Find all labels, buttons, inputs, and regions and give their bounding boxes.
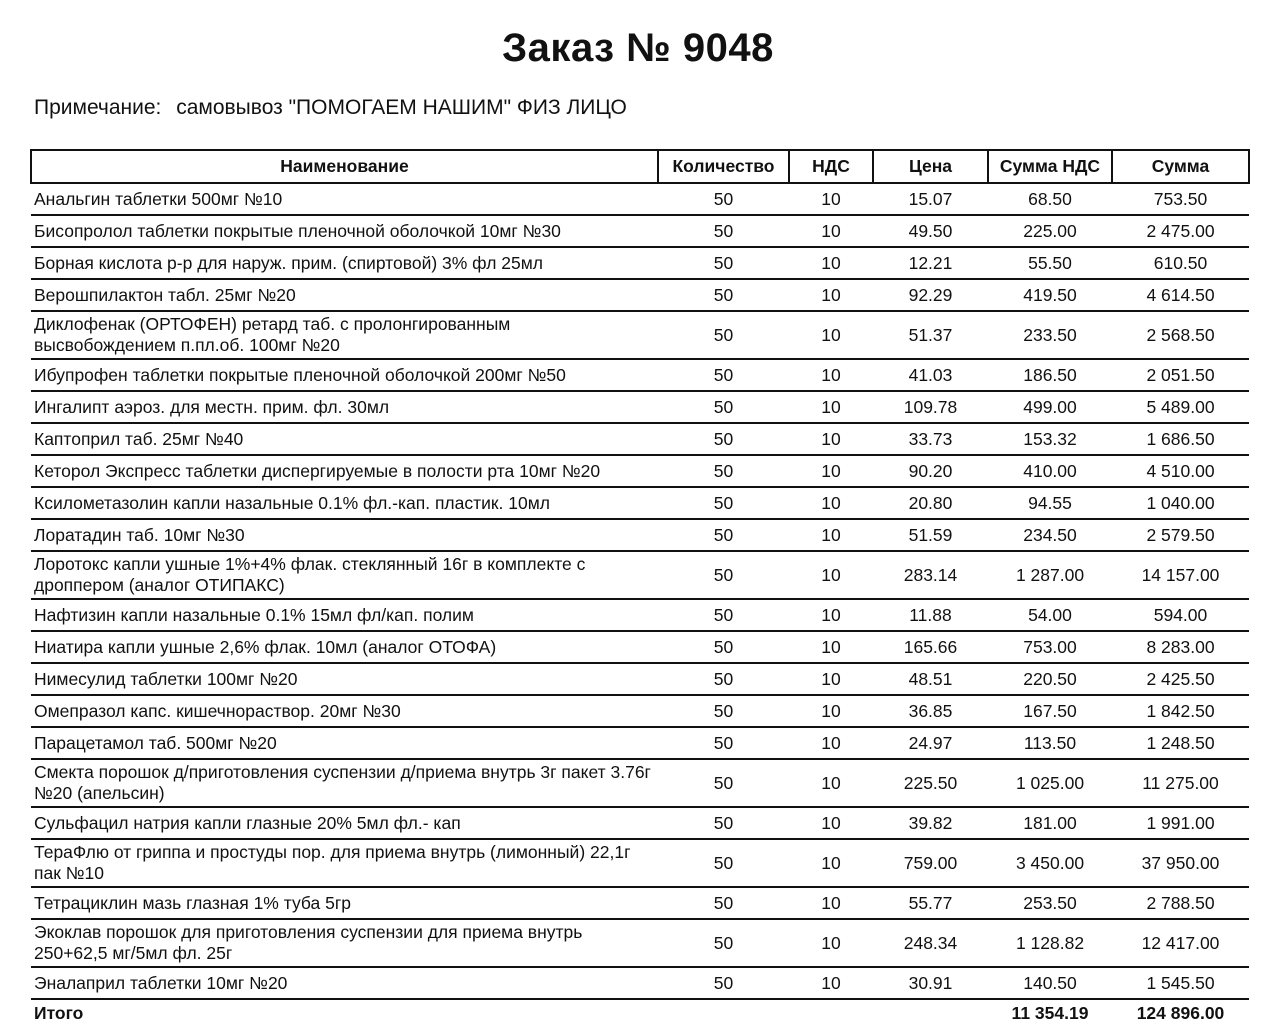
- cell-vat-sum: 1 025.00: [988, 759, 1112, 807]
- cell-sum: 2 475.00: [1112, 215, 1249, 247]
- cell-price: 20.80: [873, 487, 988, 519]
- cell-vat: 10: [789, 839, 873, 887]
- cell-vat: 10: [789, 695, 873, 727]
- cell-name: Смекта порошок д/приготовления суспензии д/приема внутрь 3г пакет 3.76г №20 (апельсин): [31, 759, 658, 807]
- cell-sum: 1 040.00: [1112, 487, 1249, 519]
- header-vat: НДС: [789, 150, 873, 183]
- table-row: [31, 391, 1249, 423]
- cell-name: Ниатира капли ушные 2,6% флак. 10мл (аналог ОТОФА): [31, 631, 658, 663]
- cell-vat-sum: 233.50: [988, 311, 1112, 359]
- table-row: [31, 487, 1249, 519]
- cell-sum: 12 417.00: [1112, 919, 1249, 967]
- cell-name: ТераФлю от гриппа и простуды пор. для приема внутрь (лимонный) 22,1г пак №10: [31, 839, 658, 887]
- cell-quantity: 50: [658, 423, 789, 455]
- cell-vat-sum: 113.50: [988, 727, 1112, 759]
- header-price: Цена: [873, 150, 988, 183]
- cell-quantity: 50: [658, 183, 789, 215]
- cell-vat-sum: 94.55: [988, 487, 1112, 519]
- cell-name: Анальгин таблетки 500мг №10: [31, 183, 658, 215]
- cell-name: Экоклав порошок для приготовления суспензии для приема внутрь 250+62,5 мг/5мл фл. 25г: [31, 919, 658, 967]
- table-row: [31, 887, 1249, 919]
- cell-sum: 2 579.50: [1112, 519, 1249, 551]
- cell-quantity: 50: [658, 391, 789, 423]
- table-row: [31, 311, 1249, 359]
- cell-price: 30.91: [873, 967, 988, 999]
- cell-price: 33.73: [873, 423, 988, 455]
- cell-price: 48.51: [873, 663, 988, 695]
- cell-price: 51.37: [873, 311, 988, 359]
- cell-price: 92.29: [873, 279, 988, 311]
- cell-vat-sum: 3 450.00: [988, 839, 1112, 887]
- cell-price: 39.82: [873, 807, 988, 839]
- table-row: [31, 599, 1249, 631]
- cell-quantity: 50: [658, 807, 789, 839]
- note-label: Примечание:: [34, 96, 162, 119]
- cell-quantity: 50: [658, 487, 789, 519]
- cell-vat-sum: 410.00: [988, 455, 1112, 487]
- cell-vat: 10: [789, 807, 873, 839]
- cell-sum: 753.50: [1112, 183, 1249, 215]
- cell-vat: 10: [789, 359, 873, 391]
- cell-quantity: 50: [658, 727, 789, 759]
- cell-name: Нафтизин капли назальные 0.1% 15мл фл/кап. полим: [31, 599, 658, 631]
- cell-quantity: 50: [658, 887, 789, 919]
- cell-vat: 10: [789, 759, 873, 807]
- cell-vat-sum: 220.50: [988, 663, 1112, 695]
- total-sum: 124 896.00: [1136, 1002, 1225, 1023]
- cell-quantity: 50: [658, 839, 789, 887]
- cell-vat: 10: [789, 551, 873, 599]
- header-sum: Сумма: [1112, 150, 1249, 183]
- table-row: [31, 807, 1249, 839]
- cell-name: Лоратадин таб. 10мг №30: [31, 519, 658, 551]
- cell-quantity: 50: [658, 311, 789, 359]
- total-empty-price: [873, 999, 988, 1026]
- cell-vat-sum: 167.50: [988, 695, 1112, 727]
- cell-sum: 2 568.50: [1112, 311, 1249, 359]
- cell-price: 55.77: [873, 887, 988, 919]
- cell-name: Бисопролол таблетки покрытые пленочной оболочкой 10мг №30: [31, 215, 658, 247]
- cell-price: 11.88: [873, 599, 988, 631]
- cell-vat: 10: [789, 519, 873, 551]
- cell-name: Ингалипт аэроз. для местн. прим. фл. 30мл: [31, 391, 658, 423]
- cell-name: Борная кислота р-р для наруж. прим. (спиртовой) 3% фл 25мл: [31, 247, 658, 279]
- cell-price: 90.20: [873, 455, 988, 487]
- header-name: Наименование: [31, 150, 658, 183]
- cell-name: Диклофенак (ОРТОФЕН) ретард таб. с пролонгированным высвобождением п.пл.об. 100мг №20: [31, 311, 658, 359]
- table-row: [31, 279, 1249, 311]
- table-row: [31, 839, 1249, 887]
- cell-quantity: 50: [658, 247, 789, 279]
- cell-price: 759.00: [873, 839, 988, 887]
- cell-vat: 10: [789, 391, 873, 423]
- cell-quantity: 50: [658, 663, 789, 695]
- cell-sum: 4 614.50: [1112, 279, 1249, 311]
- cell-vat: 10: [789, 887, 873, 919]
- cell-sum: 8 283.00: [1112, 631, 1249, 663]
- cell-name: Нимесулид таблетки 100мг №20: [31, 663, 658, 695]
- table-header-row: [31, 150, 1249, 183]
- cell-name: Сульфацил натрия капли глазные 20% 5мл фл.- кап: [31, 807, 658, 839]
- cell-vat: 10: [789, 727, 873, 759]
- cell-sum: 1 248.50: [1112, 727, 1249, 759]
- cell-vat-sum: 153.32: [988, 423, 1112, 455]
- cell-price: 41.03: [873, 359, 988, 391]
- cell-name: Кеторол Экспресс таблетки диспергируемые в полости рта 10мг №20: [31, 455, 658, 487]
- cell-price: 165.66: [873, 631, 988, 663]
- total-vat-sum: 11 354.19: [1011, 1002, 1089, 1023]
- cell-sum: 4 510.00: [1112, 455, 1249, 487]
- table-row: [31, 183, 1249, 215]
- table-row: [31, 423, 1249, 455]
- cell-vat: 10: [789, 455, 873, 487]
- table-body: [31, 183, 1249, 999]
- cell-quantity: 50: [658, 551, 789, 599]
- cell-name: Эналаприл таблетки 10мг №20: [31, 967, 658, 999]
- table-row: [31, 919, 1249, 967]
- total-row: [31, 999, 1249, 1026]
- cell-sum: 1 686.50: [1112, 423, 1249, 455]
- cell-quantity: 50: [658, 519, 789, 551]
- cell-price: 109.78: [873, 391, 988, 423]
- table-row: [31, 359, 1249, 391]
- cell-quantity: 50: [658, 599, 789, 631]
- table-row: [31, 695, 1249, 727]
- cell-sum: 11 275.00: [1112, 759, 1249, 807]
- cell-quantity: 50: [658, 759, 789, 807]
- cell-sum: 2 051.50: [1112, 359, 1249, 391]
- cell-quantity: 50: [658, 967, 789, 999]
- cell-vat-sum: 234.50: [988, 519, 1112, 551]
- total-empty-qty: [658, 999, 789, 1026]
- cell-price: 36.85: [873, 695, 988, 727]
- cell-vat-sum: 419.50: [988, 279, 1112, 311]
- cell-sum: 37 950.00: [1112, 839, 1249, 887]
- cell-sum: 1 545.50: [1112, 967, 1249, 999]
- cell-sum: 5 489.00: [1112, 391, 1249, 423]
- cell-sum: 610.50: [1112, 247, 1249, 279]
- cell-vat: 10: [789, 311, 873, 359]
- cell-name: Каптоприл таб. 25мг №40: [31, 423, 658, 455]
- cell-vat: 10: [789, 663, 873, 695]
- cell-name: Лоротокс капли ушные 1%+4% флак. стеклянный 16г в комплекте с дроппером (аналог ОТИПАКС): [31, 551, 658, 599]
- cell-vat: 10: [789, 487, 873, 519]
- header-vat-sum: Сумма НДС: [988, 150, 1112, 183]
- cell-quantity: 50: [658, 215, 789, 247]
- cell-vat-sum: 55.50: [988, 247, 1112, 279]
- cell-price: 248.34: [873, 919, 988, 967]
- cell-vat-sum: 181.00: [988, 807, 1112, 839]
- cell-vat-sum: 1 287.00: [988, 551, 1112, 599]
- cell-vat: 10: [789, 919, 873, 967]
- cell-vat-sum: 140.50: [988, 967, 1112, 999]
- cell-vat: 10: [789, 247, 873, 279]
- table-row: [31, 759, 1249, 807]
- table-row: [31, 663, 1249, 695]
- cell-sum: 1 991.00: [1112, 807, 1249, 839]
- table-row: [31, 519, 1249, 551]
- cell-price: 15.07: [873, 183, 988, 215]
- cell-sum: 594.00: [1112, 599, 1249, 631]
- cell-price: 12.21: [873, 247, 988, 279]
- cell-vat: 10: [789, 215, 873, 247]
- cell-vat-sum: 499.00: [988, 391, 1112, 423]
- cell-quantity: 50: [658, 359, 789, 391]
- cell-vat-sum: 753.00: [988, 631, 1112, 663]
- order-table: [30, 149, 1250, 1026]
- cell-name: Парацетамол таб. 500мг №20: [31, 727, 658, 759]
- cell-name: Верошпилактон табл. 25мг №20: [31, 279, 658, 311]
- cell-sum: 2 425.50: [1112, 663, 1249, 695]
- cell-vat-sum: 54.00: [988, 599, 1112, 631]
- note-value: самовывоз "ПОМОГАЕМ НАШИМ" ФИЗ ЛИЦО: [176, 96, 627, 119]
- table-row: [31, 631, 1249, 663]
- cell-vat-sum: 186.50: [988, 359, 1112, 391]
- total-empty-vat: [789, 999, 873, 1026]
- cell-price: 225.50: [873, 759, 988, 807]
- table-row: [31, 455, 1249, 487]
- table-row: [31, 967, 1249, 999]
- cell-sum: 14 157.00: [1112, 551, 1249, 599]
- cell-vat: 10: [789, 423, 873, 455]
- order-note: [34, 96, 627, 120]
- cell-price: 51.59: [873, 519, 988, 551]
- cell-price: 24.97: [873, 727, 988, 759]
- cell-quantity: 50: [658, 455, 789, 487]
- cell-vat: 10: [789, 967, 873, 999]
- cell-vat-sum: 253.50: [988, 887, 1112, 919]
- cell-sum: 1 842.50: [1112, 695, 1249, 727]
- table-row: [31, 247, 1249, 279]
- cell-vat: 10: [789, 599, 873, 631]
- cell-quantity: 50: [658, 919, 789, 967]
- cell-name: Тетрациклин мазь глазная 1% туба 5гр: [31, 887, 658, 919]
- cell-vat-sum: 225.00: [988, 215, 1112, 247]
- cell-quantity: 50: [658, 279, 789, 311]
- cell-vat-sum: 68.50: [988, 183, 1112, 215]
- cell-vat: 10: [789, 279, 873, 311]
- cell-name: Омепразол капс. кишечнораствор. 20мг №30: [31, 695, 658, 727]
- document-title: Заказ № 9048: [502, 26, 774, 70]
- total-label: Итого: [34, 1002, 84, 1023]
- cell-price: 283.14: [873, 551, 988, 599]
- table-row: [31, 551, 1249, 599]
- table-row: [31, 727, 1249, 759]
- header-quantity: Количество: [658, 150, 789, 183]
- cell-vat: 10: [789, 631, 873, 663]
- cell-vat: 10: [789, 183, 873, 215]
- cell-quantity: 50: [658, 631, 789, 663]
- cell-sum: 2 788.50: [1112, 887, 1249, 919]
- cell-name: Ибупрофен таблетки покрытые пленочной оболочкой 200мг №50: [31, 359, 658, 391]
- table-row: [31, 215, 1249, 247]
- cell-quantity: 50: [658, 695, 789, 727]
- cell-name: Ксилометазолин капли назальные 0.1% фл.-кап. пластик. 10мл: [31, 487, 658, 519]
- cell-price: 49.50: [873, 215, 988, 247]
- cell-vat-sum: 1 128.82: [988, 919, 1112, 967]
